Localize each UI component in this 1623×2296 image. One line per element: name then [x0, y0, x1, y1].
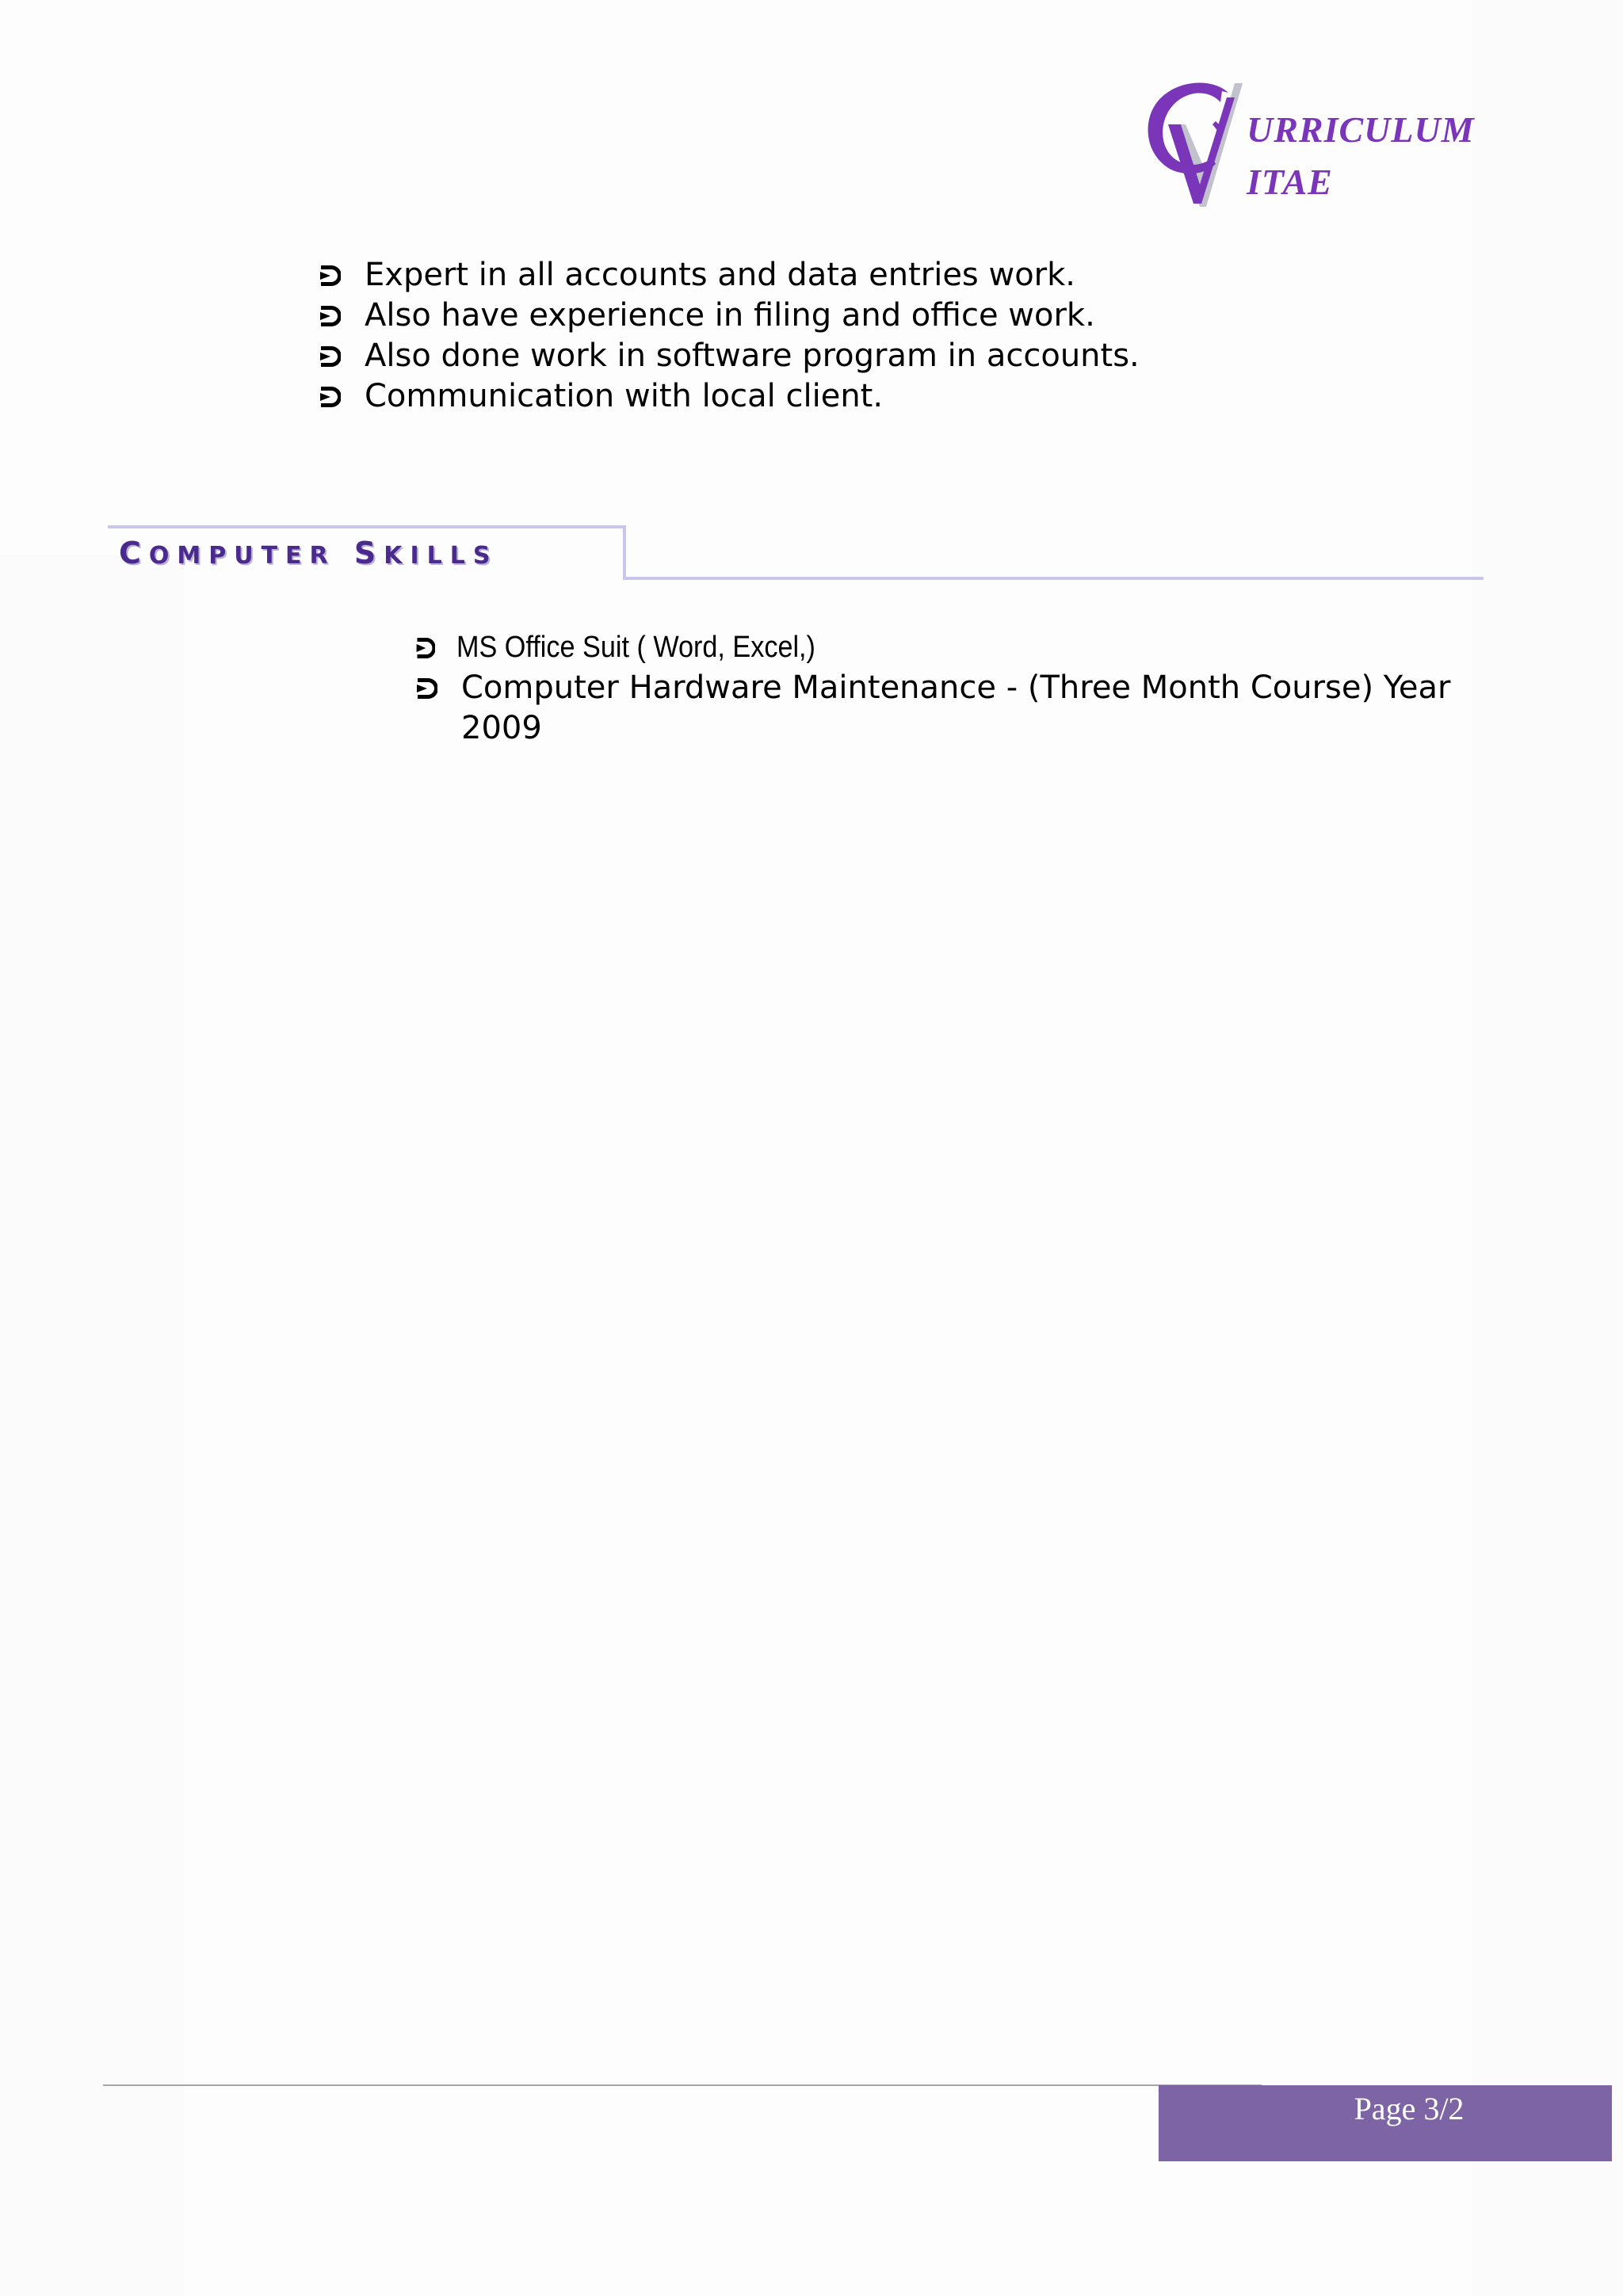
list-item [317, 336, 1140, 376]
arrow-circle-right-icon [414, 677, 437, 700]
skill-text: Computer Hardware Maintenance - (Three Month Course) Year 2009 [461, 669, 1451, 746]
list-item [317, 376, 1140, 417]
page-number: Page 3/2 [1354, 2091, 1465, 2126]
arrow-circle-right-icon [317, 304, 341, 328]
page-background-right [1472, 0, 1623, 2296]
footer-divider [103, 2084, 1262, 2086]
experience-text: Expert in all accounts and data entries work. [365, 257, 1075, 293]
section-title-computer-skills: COMPUTER SKILLS [119, 536, 498, 570]
experience-text: Communication with local client. [365, 378, 884, 414]
skill-text: MS Office Suit ( Word, Excel,) [456, 631, 815, 664]
page-background-left [0, 555, 184, 2296]
list-item [317, 255, 1140, 296]
logo-text-curriculum: URRICULUM [1247, 109, 1475, 150]
list-item [317, 296, 1140, 336]
experience-list [317, 255, 1140, 417]
experience-text: Also done work in software program in accounts. [365, 338, 1140, 374]
list-item [414, 668, 1523, 749]
curriculum-vitae-logo [1133, 75, 1498, 218]
arrow-circle-right-icon [414, 636, 435, 660]
arrow-circle-right-icon [317, 385, 341, 409]
logo-text-vitae: ITAE [1247, 162, 1333, 202]
arrow-circle-right-icon [317, 345, 341, 368]
experience-text: Also have experience in filing and office work. [365, 297, 1095, 334]
arrow-circle-right-icon [317, 264, 341, 288]
list-item [414, 627, 1412, 668]
computer-skills-list [414, 627, 1523, 749]
